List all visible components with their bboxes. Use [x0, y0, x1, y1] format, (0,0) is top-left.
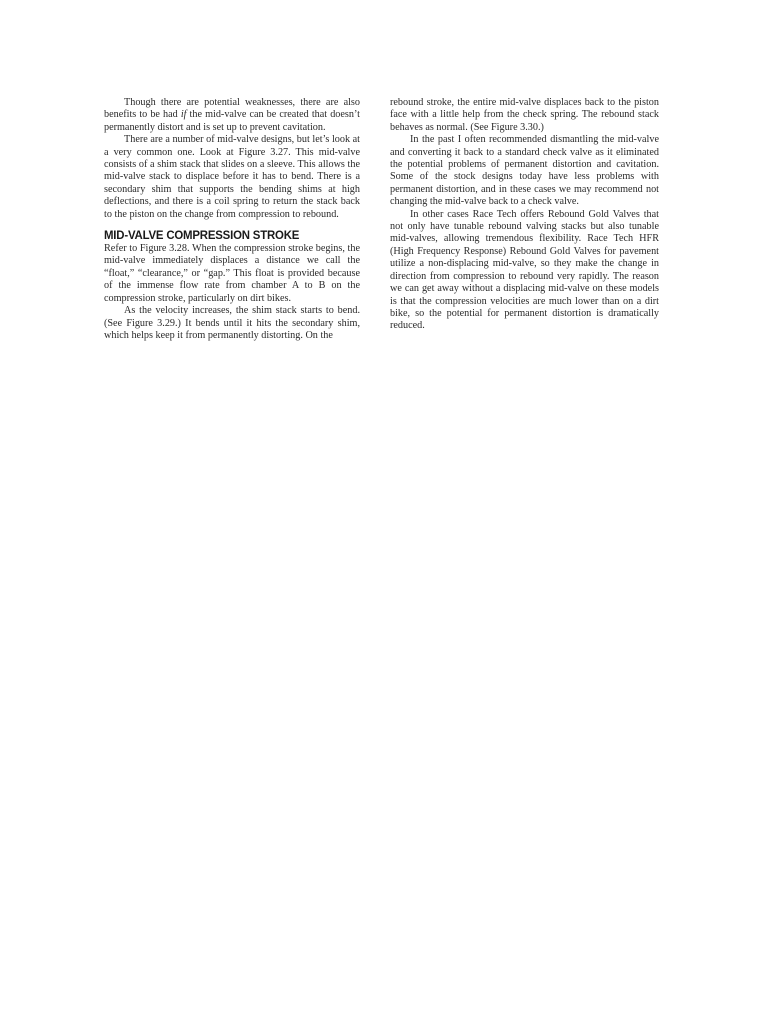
paragraph-race-tech: In other cases Race Tech offers Rebound Gold Valves that not only have tunable rebound valving stacks but also tunable mid-valves, allowing tremendous flexibility. Race Tech HFR (High Frequency Response) Rebound Gold Valves for pavement utilize a non-displacing mid-valve, so they make the change in direction from compression to rebound very rapidly. The reason we can get away without a displacing mid-valve on these models is that the compression velocities are much lower than on a dirt bike, so the potential for permanent distortion is dramatically reduced.	[390, 208, 659, 332]
right-column	[390, 97, 659, 333]
left-column	[104, 97, 360, 342]
paragraph-rebound-stroke: rebound stroke, the entire mid-valve displaces back to the piston face with a little help from the check spring. The rebound stack behaves as normal. (See Figure 3.30.)	[390, 97, 659, 133]
italic-word: if	[180, 109, 187, 121]
paragraph-compression-begins: Refer to Figure 3.28. When the compression stroke begins, the mid-valve immediately displaces a distance we call the “float,” “clearance,” or “gap.” This float is provided because of the immense flow rate from chamber A to B on the compression stroke, particularly on dirt bikes.	[104, 243, 360, 304]
paragraph-past-recommendation: In the past I often recommended dismantling the mid-valve and converting it back to a standard check valve as it eliminated the potential problems of permanent distortion and cavitation. Some of the stock designs today have less problems with permanent distortion, and in these cases we may recommend not changing the mid-valve back to a check valve.	[390, 134, 659, 208]
paragraph-velocity: As the velocity increases, the shim stack starts to bend. (See Figure 3.29.) It bends until it hits the secondary shim, which helps keep it from permanently distorting. On the	[104, 305, 360, 341]
paragraph-weaknesses	[104, 97, 360, 134]
paragraph-text: the mid-valve can be created that doesn’t permanently distort and is set up to prevent cavitation.	[104, 109, 360, 133]
paragraph-designs: There are a number of mid-valve designs, but let’s look at a very common one. Look at Figure 3.27. This mid-valve consists of a shim stack that slides on a sleeve. This allows the mid-valve stack to displace before it has to bend. There is a secondary shim that supports the bending shims at high deflections, and there is a coil spring to return the stack back to the piston on the change from compression to rebound.	[104, 134, 360, 220]
paragraph-text: Though there are potential weaknesses, there are also benefits to be had	[104, 97, 360, 121]
section-heading: MID-VALVE COMPRESSION STROKE	[104, 228, 300, 243]
